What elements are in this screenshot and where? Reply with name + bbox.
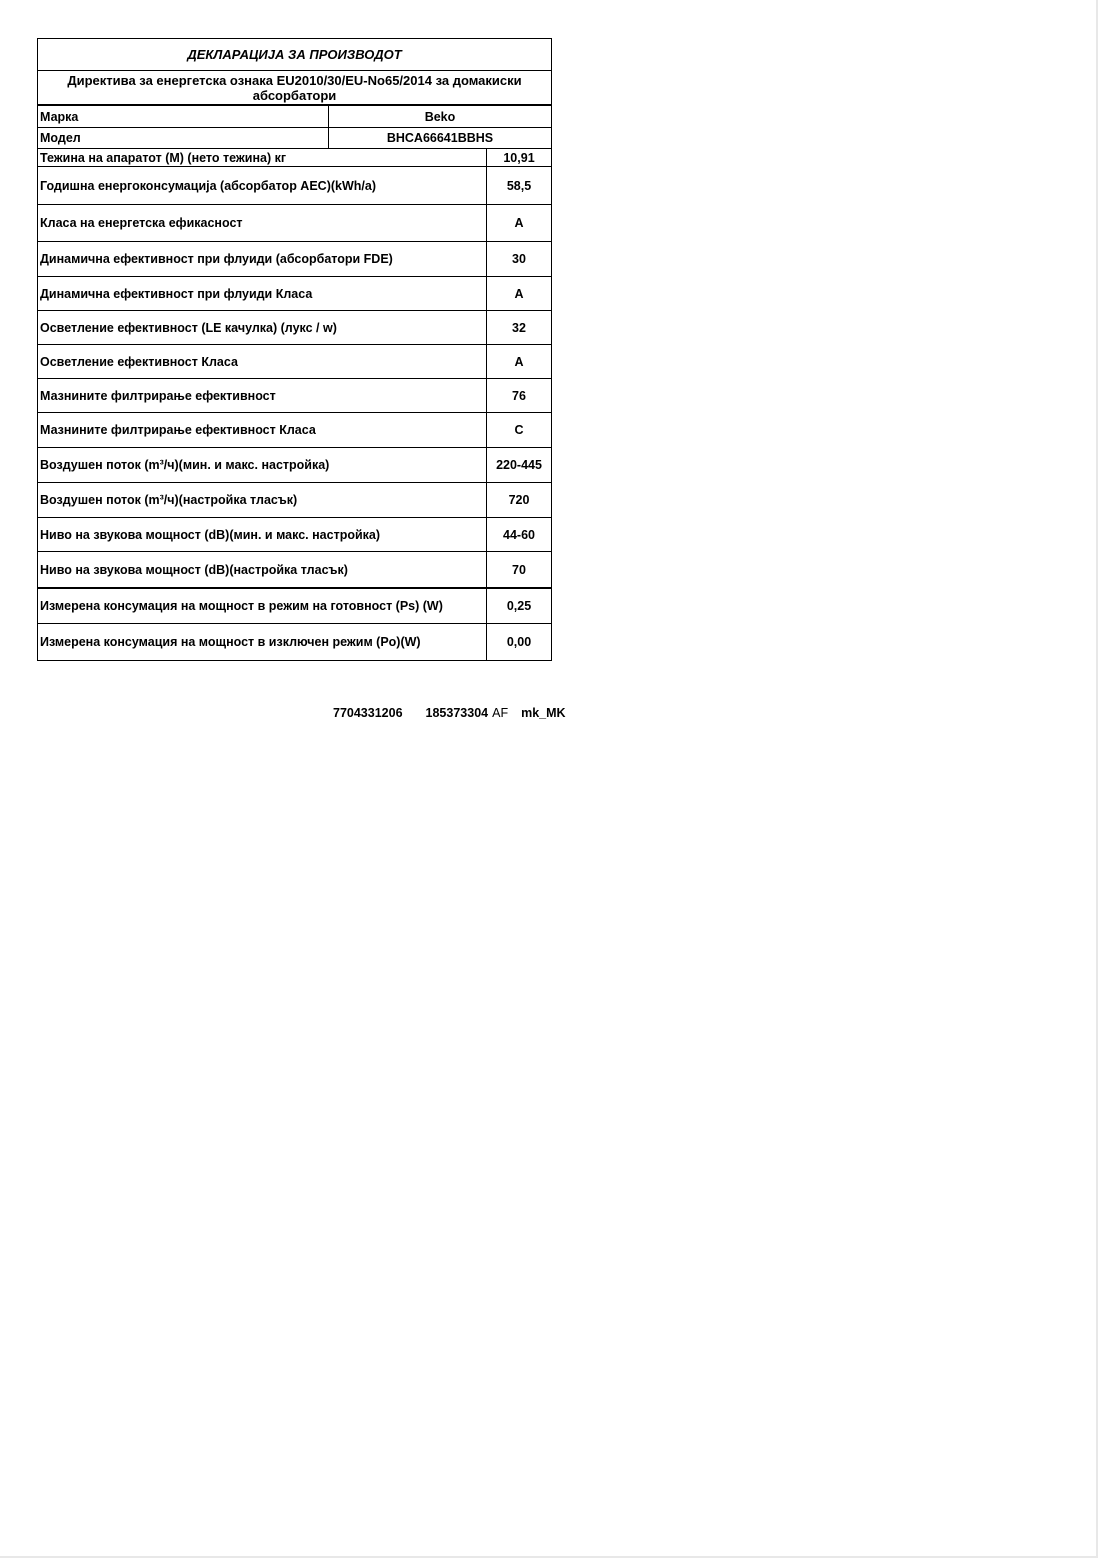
row-label: Воздушен поток (m³/ч)(мин. и макс. настройка) [40, 458, 330, 472]
row-label: Годишна енергоконсумација (абсорбатор AEC)(kWh/a) [40, 178, 376, 193]
row-value: 58,5 [486, 167, 551, 204]
declaration-title: ДЕКЛАРАЦИЈА ЗА ПРОИЗВОДОТ [38, 39, 551, 71]
row-value: 0,25 [486, 589, 551, 623]
row-label: Динамична ефективност при флуиди Класа [40, 286, 313, 301]
model-label: Модел [40, 131, 81, 145]
table-row [38, 413, 551, 448]
row-value: A [486, 277, 551, 310]
model-value: BHCA66641BBHS [328, 128, 551, 148]
row-value: 32 [486, 311, 551, 344]
row-label: Ниво на звукова мощност (dB)(мин. и макс. настройка) [40, 527, 381, 542]
row-value: 76 [486, 379, 551, 412]
table-row [38, 589, 551, 624]
table-row [38, 518, 551, 552]
row-value: C [486, 413, 551, 447]
row-value: 70 [486, 552, 551, 587]
row-value: A [486, 205, 551, 241]
row-label: Динамична ефективност при флуиди (абсорбатори FDE) [40, 252, 393, 266]
brand-row [38, 106, 551, 128]
declaration-table [37, 38, 552, 661]
row-value: 44-60 [486, 518, 551, 551]
row-value: 220-445 [486, 448, 551, 482]
row-label: Осветление ефективност (LE качулка) (лукс / w) [40, 320, 337, 335]
row-label: Осветление ефективност Класа [40, 354, 238, 369]
footer-suffix: AF [492, 706, 509, 720]
table-row [38, 345, 551, 379]
table-row [38, 624, 551, 660]
footer-locale: mk_MK [521, 706, 566, 720]
table-row [38, 448, 551, 483]
table-row [38, 167, 551, 205]
product-declaration-sheet [37, 38, 566, 720]
table-row [38, 311, 551, 345]
row-label: Мазнините филтрирање ефективност [40, 388, 276, 403]
table-row [38, 379, 551, 413]
row-value: A [486, 345, 551, 378]
table-row [38, 149, 551, 167]
row-value: 10,91 [486, 149, 551, 166]
table-row [38, 552, 551, 589]
row-value: 0,00 [486, 624, 551, 660]
row-label: Измерена консумация на мощност в изключен режим (Po)(W) [40, 635, 421, 649]
row-label: Тежина на апаратот (M) (нето тежина) кг [40, 150, 287, 165]
footer-code-1: 7704331206 [333, 706, 403, 720]
table-row [38, 205, 551, 242]
row-label: Мазнините филтрирање ефективност Класа [40, 423, 316, 437]
row-value: 30 [486, 242, 551, 276]
row-value: 720 [486, 483, 551, 517]
table-row [38, 483, 551, 518]
model-row [38, 128, 551, 149]
table-row [38, 242, 551, 277]
row-label: Ниво на звукова мощност (dB)(настройка тласък) [40, 562, 348, 577]
row-label: Воздушен поток (m³/ч)(настройка тласък) [40, 493, 298, 507]
document-footer [333, 706, 566, 720]
directive-text: Директива за енергетска ознака EU2010/30/EU-No65/2014 за домакиски абсорбатори [38, 71, 551, 106]
footer-code-2: 185373304 [425, 706, 489, 720]
row-label: Измерена консумация на мощност в режим на готовност (Ps) (W) [40, 599, 443, 613]
brand-label: Марка [40, 109, 79, 124]
brand-value: Beko [328, 106, 551, 127]
row-label: Класа на енергетска ефикасност [40, 216, 243, 230]
table-row [38, 277, 551, 311]
